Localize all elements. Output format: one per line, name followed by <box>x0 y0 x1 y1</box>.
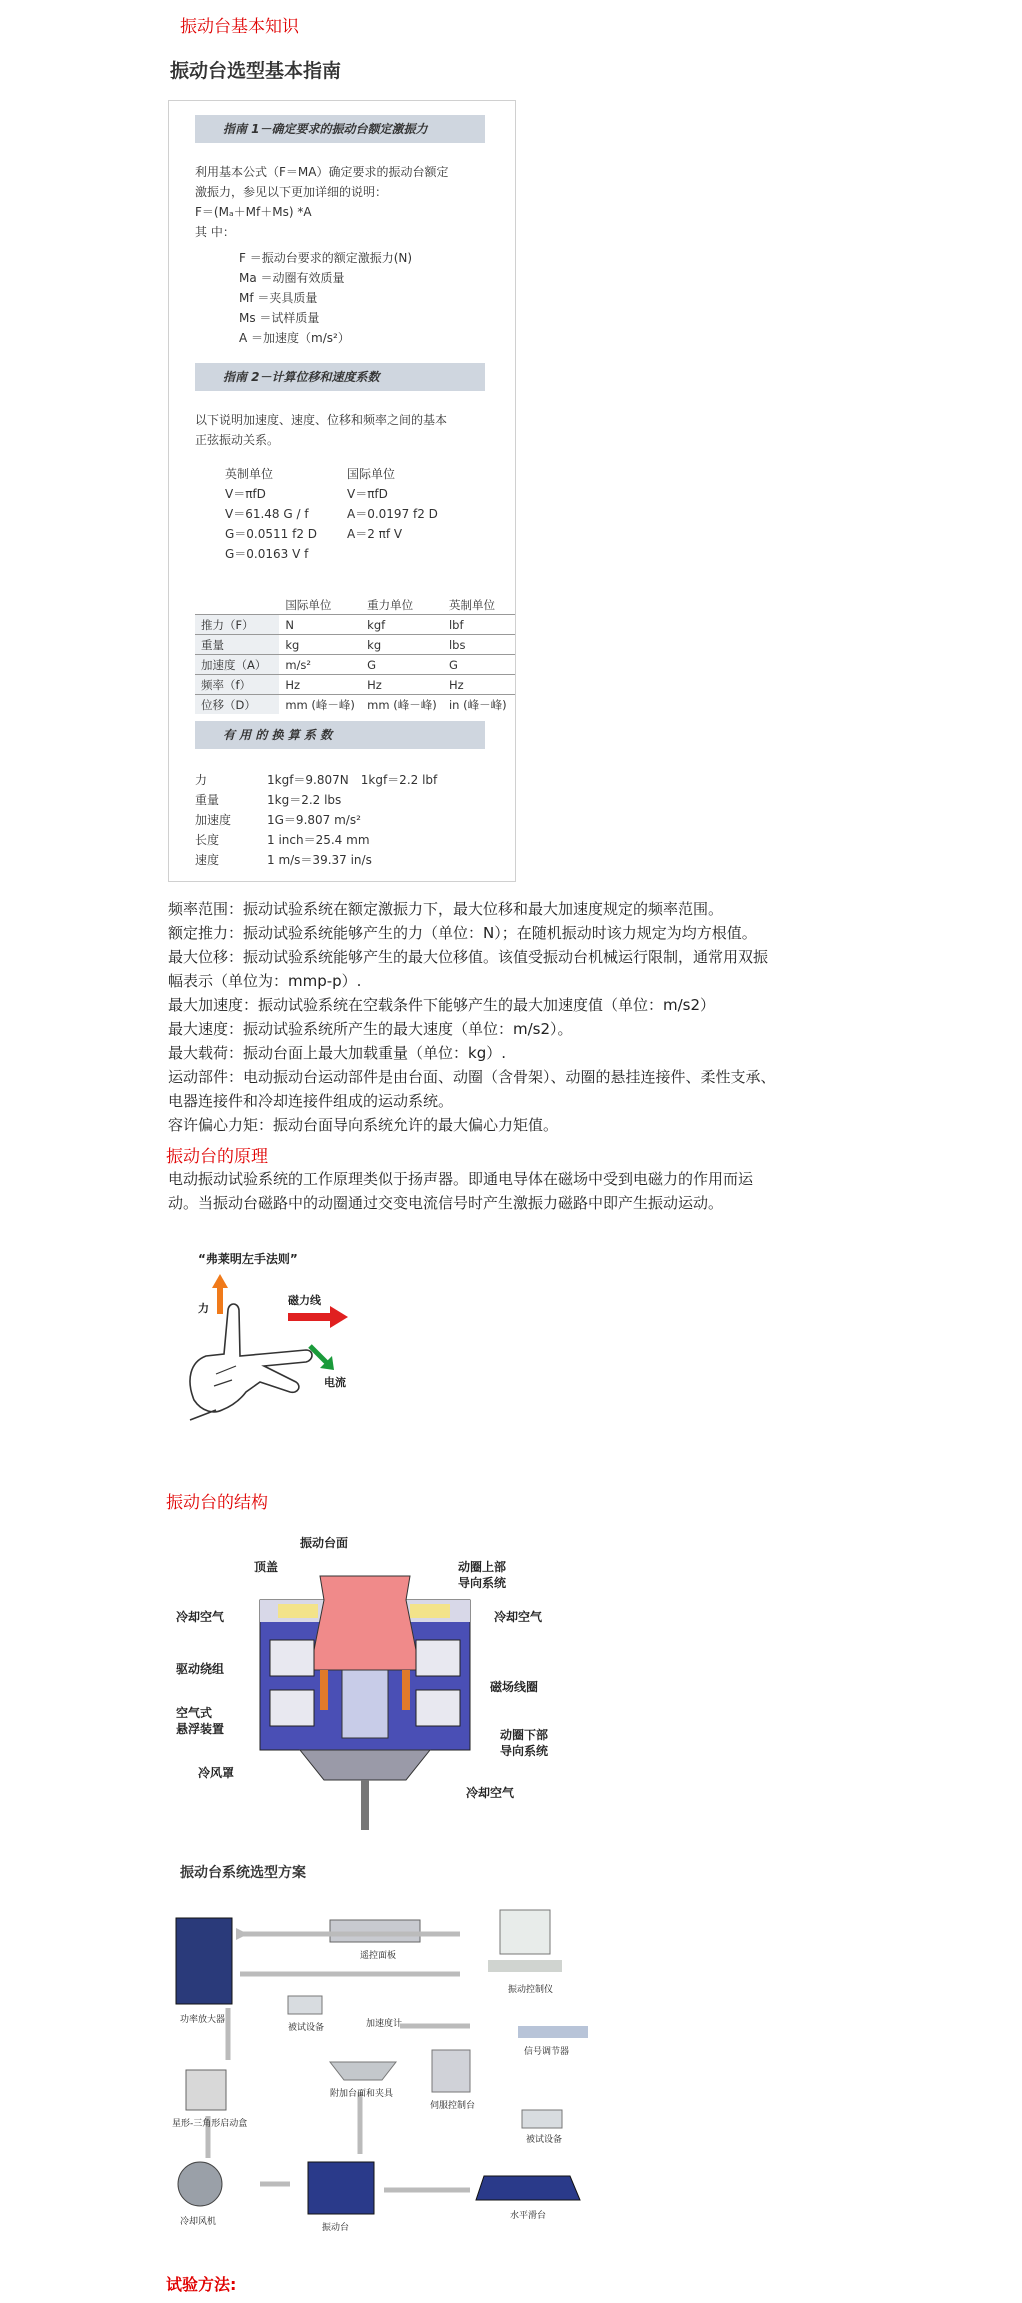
table-cell: Hz <box>279 675 361 695</box>
label-upper-guide: 导向系统 <box>458 1576 507 1590</box>
label-fixture: 附加台面和夹具 <box>330 2089 394 2099</box>
definition-line: 频率范围：振动试验系统在额定激振力下，最大位移和最大加速度规定的频率范围。 <box>168 900 724 918</box>
imperial-formula: G＝0.0163 V f <box>225 547 309 561</box>
guide1-among: 其 中： <box>195 225 235 239</box>
label-cold-hood: 冷风罩 <box>198 1766 235 1780</box>
table-cell: mm (峰－峰) <box>361 695 443 715</box>
table-row <box>195 695 515 715</box>
conversion-value: 1G＝9.807 m/s² <box>267 813 361 827</box>
definition-line: 运动部件：电动振动台运动部件是由台面、动圈（含骨架）、动圈的悬挂连接件、柔性支承、 <box>168 1068 776 1086</box>
current-arrow-icon <box>308 1344 336 1372</box>
guide2-intro1: 以下说明加速度、速度、位移和频率之间的基本 <box>195 413 448 427</box>
table-cell: lbs <box>443 635 515 655</box>
table-cell: G <box>443 655 515 675</box>
table-row <box>195 635 515 655</box>
conversion-label: 长度 <box>195 833 220 847</box>
table-cell: 加速度（A） <box>195 655 279 675</box>
definition-line: 最大加速度：振动试验系统在空载条件下能够产生的最大加速度值（单位：m/s2） <box>168 996 716 1014</box>
table-cell: Hz <box>443 675 515 695</box>
unit-table <box>195 595 515 714</box>
flux-arrow-icon <box>288 1306 348 1328</box>
imperial-formula: G＝0.0511 f2 D <box>225 527 318 541</box>
guide1-def: F ＝振动台要求的额定激振力(N) <box>239 251 413 265</box>
label-shaker: 振动台 <box>322 2223 350 2233</box>
label-cool-bottom: 冷却空气 <box>466 1786 515 1800</box>
conversion-label: 速度 <box>195 853 220 867</box>
force-arrow-icon <box>212 1274 228 1314</box>
definition-line: 额定推力：振动试验系统能够产生的力（单位：N）；在随机振动时该力规定为均方根值。 <box>168 924 757 942</box>
system-diagram <box>170 1900 600 2260</box>
label-signal: 信号调节器 <box>524 2047 570 2057</box>
table-cell: G <box>361 655 443 675</box>
definition-line: 最大速度：振动试验系统所产生的最大速度（单位：m/s2）。 <box>168 1020 573 1038</box>
conversion-label: 力 <box>195 773 208 787</box>
si-formula: V＝πfD <box>347 487 388 501</box>
label-sensor2: 被试设备 <box>526 2135 563 2145</box>
principle-text: 动。当振动台磁路中的动圈通过交变电流信号时产生激振力磁路中即产生振动运动。 <box>168 1194 724 1212</box>
definition-line: 最大位移：振动试验系统能够产生的最大位移值。该值受振动台机械运行限制，通常用双振 <box>168 948 769 966</box>
guide2-col-imperial: 英制单位 <box>225 467 274 481</box>
page-header-title: 振动台基本知识 <box>180 17 299 37</box>
label-top-cover: 顶盖 <box>254 1560 279 1574</box>
label-starter: 星形-三角形启动盒 <box>172 2119 248 2129</box>
label-controller: 振动控制仪 <box>508 1985 554 1995</box>
unit-table-header-cell <box>195 595 279 615</box>
label-cool-right: 冷却空气 <box>494 1610 543 1624</box>
definition-line: 电器连接件和冷却连接件组成的运动系统。 <box>168 1092 454 1110</box>
table-row <box>195 655 515 675</box>
guide1-def: Mf ＝夹具质量 <box>239 291 318 305</box>
conversion-value: 1kgf＝9.807N 1kgf＝2.2 lbf <box>267 773 438 787</box>
label-slip-table: 水平滑台 <box>510 2211 547 2221</box>
unit-table-header-cell: 国际单位 <box>285 597 332 612</box>
left-hand-illustration <box>176 1270 366 1440</box>
label-air-suspension: 空气式 <box>176 1706 213 1720</box>
unit-table-header <box>195 595 515 615</box>
table-cell: kgf <box>361 615 443 635</box>
label-servo: 伺服控制台 <box>430 2101 476 2111</box>
principle-text: 电动振动试验系统的工作原理类似于扬声器。即通电导体在磁场中受到电磁力的作用而运 <box>168 1170 754 1188</box>
label-accel: 加速度计 <box>366 2019 403 2029</box>
label-upper-guide: 动圈上部 <box>458 1560 507 1574</box>
si-formula: A＝2 πf V <box>347 527 403 541</box>
imperial-formula: V＝61.48 G / f <box>225 507 309 521</box>
label-fan: 冷却风机 <box>180 2217 217 2227</box>
guide-box <box>168 100 516 882</box>
label-cool-left: 冷却空气 <box>176 1610 225 1624</box>
guide1-formula: F＝(Mₐ＋Mf＋Ms) *A <box>195 205 312 219</box>
table-cell: 推力（F） <box>195 615 279 635</box>
guide1-intro2: 激振力，参见以下更加详细的说明： <box>195 185 388 199</box>
guide2-col-si: 国际单位 <box>347 467 396 481</box>
conversion-label: 重量 <box>195 793 220 807</box>
conversion-value: 1kg＝2.2 lbs <box>267 793 342 807</box>
table-cell: lbf <box>443 615 515 635</box>
definition-line: 最大载荷：振动台面上最大加载重量（单位：kg）. <box>168 1044 506 1062</box>
principle-heading: 振动台的原理 <box>166 1147 268 1167</box>
table-cell: 重量 <box>195 635 279 655</box>
force-label: 力 <box>198 1302 209 1315</box>
table-cell: Hz <box>361 675 443 695</box>
fleming-figure <box>176 1250 366 1440</box>
label-amplifier: 功率放大器 <box>180 2015 226 2025</box>
label-table: 振动台面 <box>300 1536 349 1550</box>
conversion-value: 1 inch＝25.4 mm <box>267 833 370 847</box>
label-drive-coil: 驱动绕组 <box>176 1662 225 1676</box>
guide2-bar: 指南 2－计算位移和速度系数 <box>195 363 485 391</box>
unit-table-header-cell: 重力单位 <box>367 597 414 612</box>
guide1-intro1: 利用基本公式（F＝MA）确定要求的振动台额定 <box>195 165 449 179</box>
test-heading: 试验方法: <box>166 2275 237 2294</box>
table-cell: 频率（f） <box>195 675 279 695</box>
table-cell: N <box>279 615 361 635</box>
guide1-def: Ms ＝试样质量 <box>239 311 320 325</box>
table-cell: in (峰－峰) <box>443 695 515 715</box>
guide3-bar: 有 用 的 换 算 系 数 <box>195 721 485 749</box>
flux-label: 磁力线 <box>288 1294 321 1307</box>
table-cell: 位移（D） <box>195 695 279 715</box>
imperial-formula: V＝πfD <box>225 487 266 501</box>
guide2-intro2: 正弦振动关系。 <box>195 433 280 447</box>
structure-heading: 振动台的结构 <box>166 1493 268 1513</box>
label-field-coil: 磁场线圈 <box>490 1680 539 1694</box>
label-lower-guide: 导向系统 <box>500 1744 549 1758</box>
guide1-def: A ＝加速度（m/s²） <box>239 331 350 345</box>
current-label: 电流 <box>324 1376 346 1389</box>
table-cell: kg <box>279 635 361 655</box>
system-title: 振动台系统选型方案 <box>180 1865 306 1881</box>
guide-main-title: 振动台选型基本指南 <box>170 60 342 82</box>
table-cell: mm (峰－峰) <box>279 695 361 715</box>
unit-table-header-cell: 英制单位 <box>448 597 495 612</box>
shaker-structure-diagram <box>170 1530 590 1840</box>
fleming-title: “弗莱明左手法则” <box>198 1252 298 1266</box>
table-row <box>195 675 515 695</box>
definition-line: 容许偏心力矩：振动台面导向系统允许的最大偏心力矩值。 <box>168 1116 559 1134</box>
table-row <box>195 615 515 635</box>
table-cell: kg <box>361 635 443 655</box>
label-lower-guide: 动圈下部 <box>500 1728 549 1742</box>
conversion-label: 加速度 <box>195 813 232 827</box>
label-air-suspension: 悬浮装置 <box>176 1722 225 1736</box>
label-sensor1: 被试设备 <box>288 2023 325 2033</box>
guide1-bar: 指南 1－确定要求的振动台额定激振力 <box>195 115 485 143</box>
conversion-value: 1 m/s＝39.37 in/s <box>267 853 372 867</box>
guide1-def: Ma ＝动圈有效质量 <box>239 271 345 285</box>
label-remote: 遥控面板 <box>360 1951 397 1961</box>
table-cell: m/s² <box>279 655 361 675</box>
si-formula: A＝0.0197 f2 D <box>347 507 438 521</box>
definition-line: 幅表示（单位为：mmp-p）. <box>168 972 362 990</box>
